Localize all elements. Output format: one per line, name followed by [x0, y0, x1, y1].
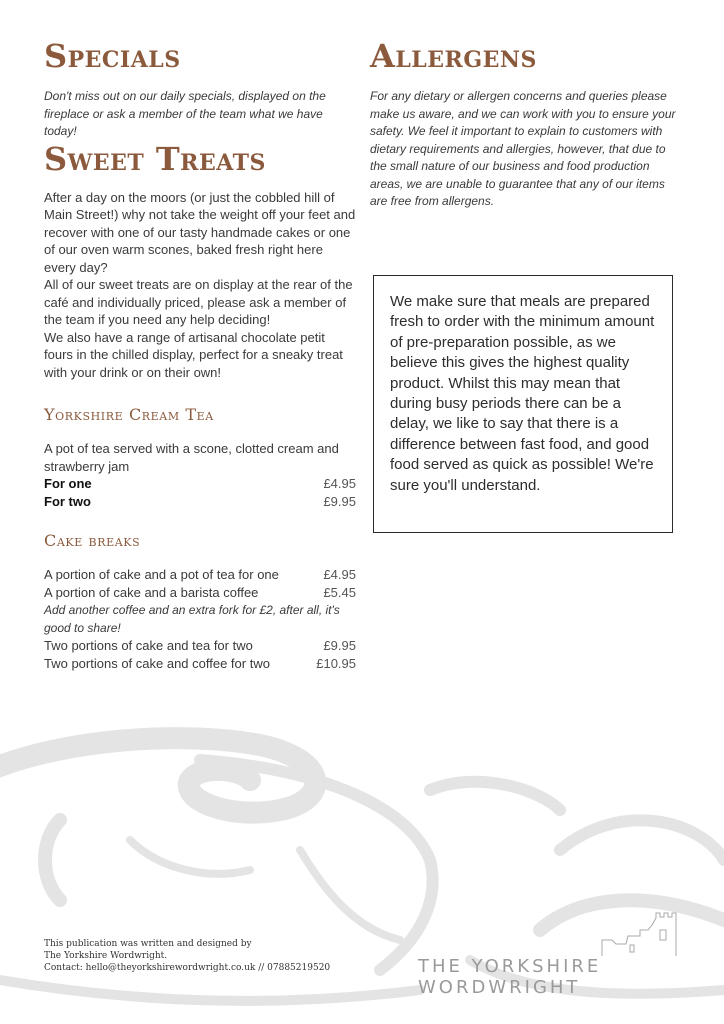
sweet-treats-heading: Sweet Treats	[44, 139, 266, 178]
price-value: £10.95	[316, 656, 356, 671]
price-label: For one	[44, 476, 92, 491]
sweet-treats-para-1: After a day on the moors (or just the cobbled hill of Main Street!) why not take the weight off your feet and recover with one of our tasty handmade cakes or one of our oven warm scones, baked fresh right here every day?	[44, 189, 356, 275]
sweet-treats-para-2: All of our sweet treats are on display at the rear of the café and individually priced, please ask a member of the team if you need any help deciding!	[44, 277, 353, 327]
left-column	[44, 38, 356, 673]
fresh-food-notice-box	[373, 275, 673, 533]
cake-breaks-list	[44, 566, 356, 673]
cream-tea-description: A pot of tea served with a scone, clotted cream and strawberry jam	[44, 441, 339, 474]
price-label: A portion of cake and a pot of tea for one	[44, 567, 279, 582]
price-label: Two portions of cake and coffee for two	[44, 656, 270, 671]
brand-logo-text: THE YORKSHIRE WORDWRIGHT	[418, 956, 602, 998]
price-label: A portion of cake and a barista coffee	[44, 585, 259, 600]
footer-contact: Contact: hello@theyorkshirewordwright.co.uk // 07885219520	[44, 963, 331, 973]
price-value: £4.95	[323, 476, 356, 491]
price-row	[44, 566, 356, 584]
specials-text: Don't miss out on our daily specials, displayed on the fireplace or ask a member of the team what we have today!	[44, 89, 326, 138]
price-value: £4.95	[323, 567, 356, 582]
allergens-heading: Allergens	[370, 37, 537, 75]
price-row	[44, 493, 356, 511]
notice-text: We make sure that meals are prepared fresh to order with the minimum amount of pre-preparation possible, as we believe this gives the highest quality product. Whilst this may mean that during busy periods there can be a delay, we like to say that there is a difference between fast food, and good food served as quick as possible! We're sure you'll understand.	[390, 293, 655, 494]
footer-line-1: This publication was written and designed by	[44, 939, 252, 949]
price-value: £5.45	[323, 585, 356, 600]
allergens-text: For any dietary or allergen concerns and queries please make us aware, and we can work with you to ensure your safety. We feel it important to explain to customers with dietary requirements and allergies, however, that due to the small nature of our business and food production areas, we are unable to guarantee that any of our items are free from allergens.	[370, 89, 676, 208]
specials-heading: Specials	[44, 37, 181, 75]
price-value: £9.95	[323, 494, 356, 509]
cake-breaks-heading: Cake breaks	[44, 531, 141, 550]
right-column	[370, 38, 682, 211]
cream-tea-heading: Yorkshire Cream Tea	[44, 405, 214, 424]
price-row	[44, 475, 356, 493]
price-label: Two portions of cake and tea for two	[44, 638, 253, 653]
price-label: For two	[44, 494, 91, 509]
footer-line-2: The Yorkshire Wordwright.	[44, 951, 168, 961]
footer-credit	[44, 938, 374, 974]
price-row	[44, 637, 356, 655]
price-row	[44, 655, 356, 673]
cake-breaks-note: Add another coffee and an extra fork for £2, after all, it's good to share!	[44, 603, 340, 635]
price-row	[44, 584, 356, 602]
sweet-treats-para-3: We also have a range of artisanal chocolate petit fours in the chilled display, perfect for a sneaky treat with your drink or on their own!	[44, 329, 343, 380]
price-value: £9.95	[323, 638, 356, 653]
